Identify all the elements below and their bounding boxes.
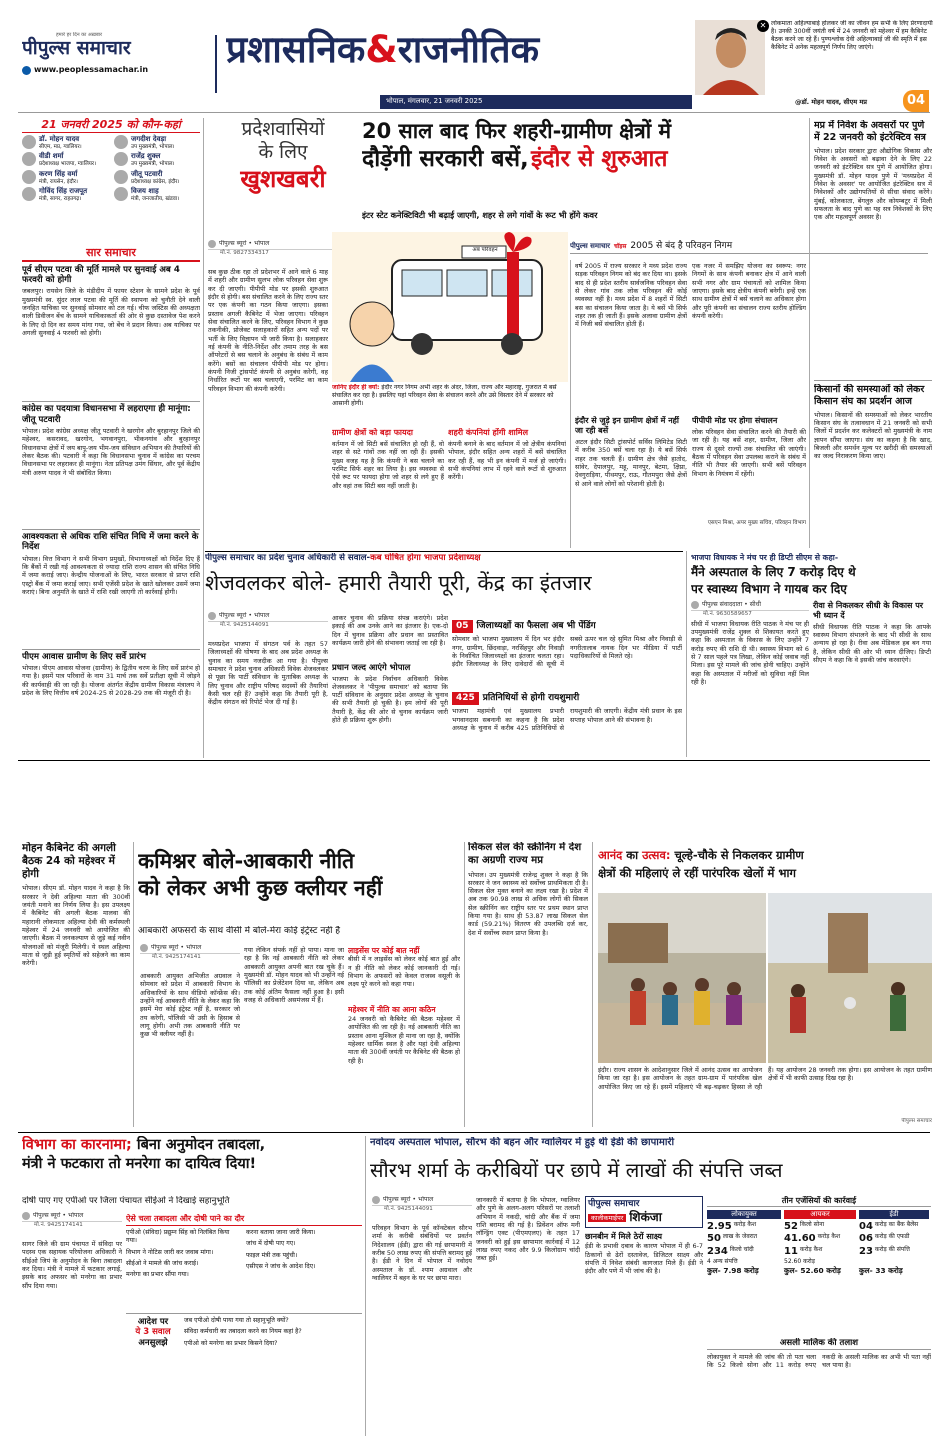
person-photo (114, 170, 128, 184)
excise-deck: आबकारी अफसरों के साथ वीसी में बोले-मेरा कोई इंट्रेस्ट नहीं है (138, 926, 341, 936)
excise-col1: आबकारी आयुक्त अभिजीत अग्रवाल ने सोमवार को प्रदेश में आबकारी विभाग के अधिकारियों के साथ वीडियो कॉन्फ्रेंस की। उन्होंने नई आबकारी नीति के लेकर कहा कि इसमें मेरा कोई इंट्रेस्ट नहीं है, सरकार जो तय करेगी, पॉलिसी भी उसी के हिसाब से लागू होगी। अभी तक आबकारी नीति पर कुछ भी क्लीयर नहीं है। (140, 972, 240, 1039)
excise-col2: गया लेकिन संपर्क नहीं हो पाया। माना जा रहा है कि नई आबकारी नीति को लेकर आबकारी आयुक्त अपनी बात रख चुके हैं। मुख्यमंत्री डॉ. मोहन यादव को भी उन्होंने नई पॉलिसी का प्रेजेंटेशन दिया था, लेकिन अब तक कोई अंतिम फैसला नहीं हुआ है। इसी वजह से अधिकारी असमंजस में हैं। (244, 946, 344, 1004)
page-number: 04 (903, 90, 929, 112)
excise-byline: पीपुल्स ब्यूरो • भोपाल मो.नं. 9425174141 (140, 944, 240, 968)
person-card: डॉ. मोहन यादव सीएम, मप्र, ग्वालियर। (22, 135, 108, 151)
lead-side-b: एक नजर में समझिए योजना का स्वरूप: नगर निगमों के साथ कंपनी बनाकर क्षेत्र में आने वाली सभी नगर और ग्राम पंचायतों को शामिल किया जाएगा। इसके बाद क्षेत्रीय कंपनी बनेगी। इन्हें एक साथ ग्रामीण क्षेत्रों में बसें चलाने का अधिकार होगा और पूरी कंपनी का संचालन राज्य स्तरीय होल्डिंग कंपनी करेगी। (692, 262, 806, 320)
person-photo (114, 187, 128, 201)
x-social-icon: ✕ (757, 20, 769, 32)
official-signoff: एसएन मिश्रा, अपर मुख्य सचिव, परिवहन विभाग (707, 520, 806, 526)
lead-sub-indore: इंदौर से जुड़े इन ग्रामीण क्षेत्रों में नहीं जा रही बसें अटल इंदौर सिटी ट्रांसपोर्ट सर्विस लिमिटेड सिटी में करीब 350 बसें चला रहा है। ये बसें सिर्फ शहर तक चलती हैं। ग्रामीण क्षेत्र जैसे हातोद, सांवेर, देपालपुर, महू, मानपुर, बेटमा, क्षिप्रा, देवगुराड़िया, पीथमपुर, राऊ, गौतमपुरा जैसे क्षेत्रों से आने वाले लोगों को परेशानी होती है। (575, 416, 687, 488)
person-photo (114, 152, 128, 166)
question-item: संविदा कर्मचारी का तबादला करने का नियम कहां है? (184, 1328, 302, 1336)
flash-strip: पीपुल्स समाचार चॉइस 2005 से बंद है परिवहन निगम (570, 240, 928, 254)
raid-col1: परिवहन विभाग के पूर्व कॉन्स्टेबल सौरभ शर्मा के करीबी संबंधियों पर प्रवर्तन निदेशालय (ईडी) द्वारा की गई छापामारी में करीब 50 लाख रुपए की संपत्ति बरामद हुई है। ईडी ने दिन में भोपाल में नवोदय अस्पताल के डॉ. श्याम अग्रवाल और ग्वालियर में बहन के घर पर छापा मारा। (372, 1224, 472, 1282)
anand-caption: इंदौर। राज्य शासन के आदेशानुसार जिले में आनंद उत्सव का आयोजन किया जा रहा है। इस आयोजन के तहत ग्राम-ग्राम में पारंपरिक खेल आयोजित किए जा रहे हैं। इसमें महिलाएं भी बढ़-चढ़कर हिस्सा ले रही हैं। यह आयोजन 28 जनवरी तक होगा। इस आयोजन के तहत ग्रामीण क्षेत्रों में भी काफी उत्साह दिख रहा है। (598, 1066, 932, 1091)
transfer-body: सागर जिले की ग्राम पंचायत में संविदा पर पदस्थ एक सहायक परियोजना अधिकारी ने सीईओ जिपं के अनुमोदन के बिना तबादला कर दिया। मंत्री ने मामले में फटकार लगाई, इसके बाद अफसर को मनरेगा का प्रभार सौंप दिया गया। (22, 1240, 122, 1290)
website-link[interactable]: www.peoplessamachar.in (34, 65, 149, 75)
lead-body-col1: सब कुछ ठीक रहा तो प्रदेशभर में आने वाले 6 माह में शहरी और ग्रामीण सुलभ लोक परिवहन सेवा शुरू कर दी जाएगी। पीपीपी मोड पर इसकी शुरुआत इंदौर से होगी। बस संचालित करने के लिए राज्य स्तर पर एक कंपनी का गठन किया जाएगा। इसका प्रस्ताव अगली कैबिनेट में भेजा जाएगा। परिवहन सेवा संचालित करने के लिए, परिवहन विभाग ने कुछ तकनीकी, प्रोजेक्ट सलाहकारों सहित अन्य पदों पर भर्ती के लिए विज्ञापन भी जारी किया है। सलाहकार नई कंपनी के नीति-निर्देश और तमाम तरह के बस ऑपरेटरों से बस चलाने के अनुबंध के संबंध में काम करेंगे। बसों का संचालन पीपीपी मोड पर होगा। कंपनी निजी ट्रांसपोर्ट कंपनी से अनुबंध करेगी, वह निर्धारित रूटों पर बस चलाएगी, परमिट का काम परिवहन विभाग की कंपनी करेगी। (208, 268, 328, 393)
bjp-headline: शेजवलकर बोले- हमारी तैयारी पूरी, केंद्र का इंतजार (205, 571, 592, 595)
anand-photo-right (768, 893, 932, 1063)
person-photo (22, 152, 36, 166)
agency-ed: ईडी 04 करोड़ का बैंक बैलेंस 06 करोड़ की एफडी 23 करोड़ की संपत्ति कुल- 33 करोड़ (859, 1210, 929, 1276)
owner-box: असली मालिक की तलाश लोकायुक्त ने मामले की जांच की तो पता चला कि 52 किलो सोना और 11 करोड़ रुपए नकदी के असली मालिक का अभी भी पता नहीं चल पाया है। (707, 1338, 931, 1369)
meetings-header: 21 जनवरी 2025 को कौन-कहां (22, 118, 200, 133)
cm-portrait (695, 20, 765, 95)
quote-attribution: @डॉ. मोहन यादव, सीएम मप्र (795, 98, 867, 106)
list-item: विभाग ने नोटिस जारी कर जवाब मांगा। (126, 1248, 214, 1256)
invest-story (814, 120, 932, 382)
list-item: एसीएस ने जांच के आदेश दिए। (246, 1263, 316, 1271)
sidhi-story: भाजपा विधायक ने मंच पर ही डिप्टी सीएम से कहा- मैंने अस्पताल के लिए 7 करोड़ दिए थे पर स्वास्थ्य विभाग ने गायब कर दिए पीपुल्स संवाददाता • सीधी मो.नं. 9630589657 सीधी में भाजपा विधायक रीति पाठक ने मंच पर ही उपमुख्यमंत्री राजेंद्र शुक्ल से शिकायत करते हुए कहा कि अस्पताल के विकास के लिए उन्होंने 7 करोड़ रुपए की राशि दी थी। स्वास्थ्य विभाग को 6 से 7 साल पहले पत्र लिखा, लेकिन कोई जवाब नहीं मिला। इस पूरे मामले की जांच होनी चाहिए। उन्होंने कहा कि अस्पताल में मरीजों को सुविधा नहीं मिल रही है। रीवा से निकलकर सीधी के विकास पर भी ध्यान दें सीधी विधायक रीति पाठक ने कहा कि आपके स्वास्थ्य विभाग संभालने के बाद भी सीधी के साथ अन्याय हो रहा है। रीवा अब मेडिकल हब बन गया है, लेकिन सीधी की ओर भी ध्यान दीजिए। डिप्टी सीएम ने कहा कि वे इसकी जांच करवाएंगे। (691, 553, 931, 687)
news-item: पूर्व सीएम पटवा की मूर्ति मामले पर सुनवाई अब 4 फरवरी को होगी जबलपुर। रायसेन जिले के मंडीदीप में फायर स्टेशन के सामने प्रदेश के पूर्व मुख्यमंत्री स्व. सुंदर लाल पटवा की मूर्ति की स्थापना को चुनौती देने वाली जनहित याचिका पर सुनवाई सोमवार को टल गई। चीफ जस्टिस की अध्यक्षता वाली डिवीजन बेंच के सामने याचिकाकर्ता की ओर से कुछ दस्तावेज पेश करने के लिए दो दिन का समय मांगा गया, जो बेंच ने प्रदान किया। अब याचिका पर अगली सुनवाई 4 फरवरी को होगी। (22, 264, 200, 338)
reporter-icon (208, 240, 216, 248)
transfer-box: ऐसे चला तबादला और दोषी पाने का दौर एपीओ (संविदा) प्रद्युम्न सिंह को निलंबित किया गया। विभाग ने नोटिस जारी कर जवाब मांगा। सीईओ ने मामले की जांच कराई। मनरेगा का प्रभार सौंपा गया। करना बताया जाना जारी किया। जांच में दोषी पाए गए। फाइल मंत्री तक पहुंची। एसीएस ने जांच के आदेश दिए। आदेश पर ये 3 सवाल अनसुलझे जब एपीओ दोषी पाया गया तो सहानुभूति क्यों? संविदा कर्मचारी का तबादला करने का नियम कहां है? एपीओ को मनरेगा का प्रभार किसने दिया? (126, 1214, 362, 1436)
brand-name: पीपुल्स समाचार (22, 37, 131, 60)
person-card: विजय शाह मंत्री, जनजातीय, खंडवा। (114, 187, 200, 203)
agencies-box: तीन एजेंसियों की कार्रवाई लोकायुक्त 2.95 करोड़ कैश 50 लाख के जेवरात 234 किलो चांदी 4 अन्य संपत्ति कुल- 7.98 करोड़ आयकर 52 किलो सोना 41.60 करोड़ कैश 11 करोड़ कैश 52.60 करोड़ कुल- 52.60 करोड़ ईडी 04 करोड़ का बैंक बैलेंस 06 करोड़ की एफडी 23 करोड़ की संपत्ति कुल- 33 करोड़ (707, 1196, 931, 1334)
cabinet-story: मोहन कैबिनेट की अगली बैठक 24 को महेश्वर में होगी भोपाल। सीएम डॉ. मोहन यादव ने कहा है कि सरकार ने देवी अहिल्या माता की 300वीं जयंती मनाने का निर्णय लिया है। इस उपलक्ष्य में कैबिनेट की अगली बैठक मालवा की महारानी लोकमाता अहिल्या देवी की कर्मस्थली महेश्वर में 24 जनवरी को आयोजित की जाएगी। बैठक में जनकल्याण से जुड़े कई नवीन योजनाओं को मंजूरी मिलेगी। ये स्थल अहिल्या माता से जुड़ी हुई स्मृतियों को सहेजने का काम करेगी। (22, 842, 130, 968)
raid-col2: जानकारी में बताया है कि भोपाल, ग्वालियर और पुणे के अलग-अलग परिसरों पर तलाशी अभियान में नकदी, चांदी और बैंक में जमा राशि बरामद की गई है। प्रिवेंशन ऑफ मनी लॉन्ड्रिंग एक्ट (पीएमएलए) के तहत 17 जनवरी को हुई इस छापामार कार्रवाई में 12 लाख रुपए नकद और 9.9 किलोग्राम चांदी जब्त हुई। (476, 1196, 580, 1263)
question-item: एपीओ को मनरेगा का प्रभार किसने दिया? (184, 1339, 278, 1347)
lead-sub-rural: ग्रामीण क्षेत्रों को बड़ा फायदा वर्तमान में जो सिटी बसें संचालित हो रही हैं, वो शहर से सटे गांवों तक नहीं जा रही हैं। इसकी मुख्य वजह यह है कि कंपनी ने बस चलाने का परमिट सिर्फ शहर का लिया है। इस व्यवस्था से ऐसे रूट पर फायदा होगा जो शहर से लगे हुए हैं और वहां तक सिटी बस नहीं जाती है। (332, 428, 444, 490)
reporter-icon (208, 612, 216, 620)
top-rule (18, 112, 930, 113)
list-item: जांच में दोषी पाए गए। (246, 1240, 296, 1248)
meetings-box (22, 118, 200, 243)
lead-deck: इंटर स्टेट कनेक्टिविटी भी बढ़ाई जाएगी, शहर से लगे गांवों के रूट भी होंगे कवर (362, 210, 598, 220)
dateline-bar (380, 95, 692, 109)
questions-label: आदेश पर ये 3 सवाल अनसुलझे (135, 1316, 171, 1349)
reporter-icon (22, 1212, 30, 1220)
reporter-icon (691, 601, 699, 609)
column-rule (203, 118, 204, 758)
list-item: मनरेगा का प्रभार सौंपा गया। (126, 1271, 189, 1279)
lead-byline: पीपुल्स ब्यूरो • भोपाल मो.नं. 9827334317 (208, 240, 358, 264)
raid-sidebar: पीपुल्स समाचार कालीकमाईपर शिकंजा छानबीन में मिले ठेरों साक्ष्य ईडी के प्रभावी दबाव के कारण भोपाल में ही 6-7 ठिकानों से ढेरों दस्तावेज, डिजिटल साक्ष्य और संपत्ति में निवेश संबंधी कागजात मिले हैं। ईडी ने इंदौर और पणे में भी जांच की है। (585, 1196, 703, 1436)
excise-headline: कमिश्नर बोले-आबकारी नीति को लेकर अभी कुछ क्लीयर नहीं (138, 849, 383, 901)
lead-headline: 20 साल बाद फिर शहरी-ग्रामीण क्षेत्रों में दौड़ेंगी सरकारी बसें, इंदौर से शुरुआत (362, 119, 672, 173)
invest-body: भोपाल। प्रदेश सरकार द्वारा औद्योगिक विकास और निवेश के अवसरों को बढ़ावा देने के लिए 22 जनवरी को इंटरेक्टिव सत्र पुणे में आयोजित होगा। मुख्यमंत्री डॉ. मोहन यादव पुणे में 'मध्यप्रदेश में निवेश के अवसर' पर आयोजित इंटरेक्टिव सत्र में निवेशकों और उद्योगपतियों से सीधा संवाद करेंगे। मुंबई, कोलकाता, बेंगलुरु और कोयम्बटूर में मिली सफलता के बाद पुणे का यह सत्र निवेशकों के लिए एक और महत्वपूर्ण अवसर है। (814, 146, 932, 222)
bjp-box-delegates: 425 प्रतिनिधियों से होगी रायशुमारी भाजपा महामंत्री एवं मुख्यालय प्रभारी भगवानदास सबनानी का कहना है कि प्रदेश अध्यक्ष के चुनाव में करीब 425 प्रतिनिधियों से रायशुमारी की जाएगी। केंद्रीय मंत्री प्रधान के इस सप्ताह भोपाल आने की संभावना है। (452, 693, 682, 732)
person-photo (22, 170, 36, 184)
bjp-box-districts: 05 जिलाध्यक्षों का फैसला अब भी पेंडिंग सोमवार को भाजपा मुख्यालय में दिन भर इंदौर नगर, ग्रामीण, छिंदवाड़ा, नरसिंहपुर और निवाड़ी के निर्वाचित जिलाध्यक्षों का इंतजार चलता रहा। इंदौर जिलाध्यक्ष के लिए दावेदारों की सूची में सबसे ऊपर चल रहे सुमित मिश्रा और निवाड़ी से नगरीतालाब नायक दिन भर मीडिया में पार्टी पदाधिकारियों से मिलते रहे। (452, 621, 682, 669)
bjp-body-col2: आकर चुनाव की प्रक्रिया संपन्न कराएंगे। प्रदेश इकाई की अब उनके आने का इंतजार है। एक-दो दिन में चुनाव प्रक्रिया और प्रधान का प्रस्तावित कार्यक्रम जारी होने की संभावना जताई जा रही है। प्रधान जल्द आएंगे भोपाल भाजपा के प्रदेश निर्वाचन अधिकारी विवेक शेजवलकर ने 'पीपुल्स समाचार' को बताया कि पार्टी संविधान के अनुसार प्रदेश अध्यक्ष के चुनाव की सभी तैयारी हो चुकी है। हम लोगों की पूरी तैयारी है, केंद्र की ओर से चुनाव कार्यक्रम जारी होते ही प्रक्रिया शुरू होगी। (332, 614, 448, 725)
reporter-icon (140, 944, 148, 952)
sickle-story: सिकल सेल की स्क्रीनिंग में देश का अग्रणी राज्य मप्र भोपाल। उप मुख्यमंत्री राजेन्द्र शुक्ल ने कहा है कि सरकार ने जन स्वास्थ्य को सर्वोच्च प्राथमिकता दी है। सिकल सेल मुक्त बनाने का लक्ष्य रखा है। प्रदेश में अब तक 90.98 लाख से अधिक लोगों की सिकल सेल स्क्रीनिंग कर राष्ट्रीय स्तर पर प्रथम स्थान प्राप्त किया गया है। साथ ही 53.87 लाख सिकल सेल कार्ड (59.21%) वितरण की उपलब्धि दर्ज कर, देश में सर्वोच्च स्थान प्राप्त किया है। (468, 842, 588, 937)
agency-lokayukta: लोकायुक्त 2.95 करोड़ कैश 50 लाख के जेवरात 234 किलो चांदी 4 अन्य संपत्ति कुल- 7.98 करोड़ (707, 1210, 781, 1276)
question-item: जब एपीओ दोषी पाया गया तो सहानुभूति क्यों? (184, 1316, 289, 1324)
brand-logo (22, 32, 212, 92)
list-item: सीईओ ने मामले की जांच कराई। (126, 1260, 199, 1268)
news-item: कांग्रेस का पदयात्रा विधानसभा में लहराएगा ही मानूंगा: जीतू पटवारी भोपाल। प्रदेश कांग्रेस अध्यक्ष जीतू पटवारी ने खरगोन और बुरहानपुर जिले की महेश्वर, कसरावद, खरगोन, भगवानपुरा, भीकनगांव और बुरहानपुर विधानसभा क्षेत्रों में जय बापू-जय भीम-जय संविधान अभियान की तैयारियों की लेकर बैठक की। पटवारी ने कहा कि विधानसभा चुनाव में कांग्रेस का परचम विधानसभा पर लहराकर ही मानूंगा। नेता प्रतिपक्ष उमंग सिंघार, और पूर्व केंद्रीय मंत्री अरुण यादव ने भी संबोधित किया। (22, 404, 200, 477)
transfer-deck: दोषी पाए गए एपीओ पर जिला पंचायत सीईओ ने दिखाई सहानुभूति (22, 1196, 230, 1206)
lead-caption: जानिए इंदौर ही क्यों: इंदौर नगर निगम अभी शहर के अंदर, जिला, राज्य और महाराष्ट्र, गुजरात में बसें संचालित कर रहा है। इसलिए यहां परिवहन सेवा के संचालन करने और उसे विस्तार देने में सरकार को आसानी होगी। (332, 384, 557, 408)
bus-sign-label: अब परिवहन (472, 247, 498, 253)
farmers-headline: किसानों की समस्याओं को लेकर किसान संघ का प्रदर्शन आज (814, 384, 925, 407)
person-card: जगदीश देवड़ा उप मुख्यमंत्री, भोपाल। (114, 135, 200, 151)
dateline: भोपाल, मंगलवार, 21 जनवरी 2025 (386, 97, 483, 105)
saar-samachar (22, 246, 200, 756)
list-item: करना बताया जाना जारी किया। (246, 1229, 316, 1236)
raid-kicker: नवोदय अस्पताल भोपाल, सौरभ की बहन और ग्वालियर में हुई थी ईडी की छापामारी (370, 1137, 675, 1148)
bjp-body-col1: मध्यप्रदेश भाजपा में संगठन पर्व के तहत 57 जिलाध्यक्षों की घोषणा के बाद अब प्रदेश अध्यक्ष के चुनाव का समय नजदीक आ गया है। पीपुल्स समाचार ने प्रदेश चुनाव अधिकारी विवेक शेजवलकर से पूछा कि पार्टी संविधान के मुताबिक अध्यक्ष के लिए चुनाव और राष्ट्रीय परिषद सदस्यों की तैयारियां कैसी चल रही हैं? उन्होंने कहा कि तैयारी पूरी है, केंद्रीय संगठन को रिपोर्ट भेज दी गई है। (208, 640, 328, 707)
transfer-headline: विभाग का कारनामा; बिना अनुमोदन तबादला, मंत्री ने फटकारा तो मनरेगा का दायित्व दिया! (22, 1137, 266, 1172)
anand-photo-credit: पीपुल्स समाचार (901, 1118, 932, 1124)
person-photo (22, 187, 36, 201)
news-item: आवश्यकता से अधिक राशि संचित निधि में जमा करने के निर्देश भोपाल। वित्त विभाग ने सभी विभाग प्रमुखों, विभागाध्यक्षों को निर्देश दिए हैं कि बैंकों में रखी गई आवश्यकता से ज्यादा राशि राज्य शासन की संचित निधि में जमा कराई जाए। केन्द्रीय योजनाओं के लिए, भारत सरकार से प्राप्त राशि एस्ट्रो बैंक में जमा कराई जाए। सभी एजेंसी प्रदेश के खाते खोलकर उसमें जमा कराएं। बिना अनुमति के खाते में राशि रखी जाएगी तो कार्रवाई होगी। (22, 532, 200, 596)
bjp-question-bar: पीपुल्स समाचार का प्रदेश चुनाव अधिकारी से सवाल-कब घोषित होगा भाजपा प्रदेशाध्यक्ष (205, 553, 481, 563)
globe-icon (22, 66, 31, 75)
person-card: वीडी शर्मा प्रदेशाध्यक्ष भाजपा, ग्वालियर। (22, 152, 108, 168)
saar-header: सार समाचार (22, 246, 200, 262)
farmers-body: भोपाल। किसानों की समस्याओं को लेकर भारतीय किसान संघ के तत्वावधान में 21 जनवरी को सभी जिलों में प्रदर्शन कर कलेक्टरों को मुख्यमंत्री के नाम ज्ञापन सौंपा जाएगा। संघ का कहना है कि खाद, बिजली और समर्थन मूल्य पर खरीदी की समस्याओं का जल्द निराकरण किया जाए। (814, 410, 932, 461)
lead-sub-ppp: पीपीपी मोड पर होगा संचालन लोक परिवहन सेवा संचालित करने की तैयारी की जा रही है। यह बसें शहर, ग्रामीण, जिला और राज्य से दूसरे राज्यों तक संचालित की जाएंगी। बैठक में परिवहन सेवा उपलब्ध कराने के संबंध में नीति भी तैयार की जाएगी। सभी बसें परिवहन विभाग के नियंत्रण में रहेंगी। एसएन मिश्रा, अपर मुख्य सचिव, परिवहन विभाग (692, 416, 806, 526)
excise-subs: लाइसेंस पर कोई बात नहीं बीसी में न लाइसेंस को लेकर कोई बात हुई और न ही नीति को लेकर कोई जानकारी दी गई। विभाग के अफसरों को केवल राजस्व वसूली के लक्ष्य पूरे करने को कहा गया। महेश्वर में नीति का आना कठिन 24 जनवरी को कैबिनेट की बैठक महेश्वर में आयोजित की जा रही है। नई आबकारी नीति का प्रस्ताव आना मुश्किल ही माना जा रहा है, क्योंकि महेश्वर धार्मिक स्थल है और यहां देवी अहिल्या माता की 300वीं जयंती पर कैबिनेट की बैठक हो रही है। (348, 946, 460, 1065)
raid-byline: पीपुल्स ब्यूरो • भोपाल मो.नं. 9425144091 (372, 1196, 472, 1220)
section-title: प्रशासनिक&राजनीतिक (226, 28, 540, 71)
anand-headline: आनंद का उत्सव: चूल्हे-चौके से निकलकर ग्रामीण क्षेत्रों की महिलाएं ले रहीं पारंपरिक खेलों में भाग (598, 848, 804, 881)
bjp-byline: पीपुल्स ब्यूरो • भोपाल मो.नं. 9425144091 (208, 612, 328, 636)
masthead-divider (215, 35, 217, 93)
person-card: गोविंद सिंह राजपूत मंत्री, सागर, राहतगढ़। (22, 187, 108, 203)
list-item: फाइल मंत्री तक पहुंची। (246, 1251, 298, 1259)
masthead (0, 0, 945, 112)
quote-text: लोकमाता अहिल्याबाई होलकर जी का जीवन हम सभी के लिए प्रेरणादायी है। उनकी 300वीं जयंती वर्ष में 24 जनवरी को महेश्वर में हम कैबिनेट बैठक करने जा रहे हैं। पुण्यश्लोक देवी अहिल्याबाई जी की स्मृति में इस कैबिनेट में अनेक महत्वपूर्ण निर्णय लिए जाएंगे। (771, 20, 933, 52)
raid-headline: सौरभ शर्मा के करीबियों पर छापे में लाखों की संपत्ति जब्त (370, 1158, 783, 1182)
farmers-story (814, 384, 932, 548)
reporter-icon (372, 1196, 380, 1204)
person-card: करण सिंह वर्मा मंत्री, रायसेन, इंदौर। (22, 170, 108, 186)
cm-quote-box (695, 20, 935, 112)
news-item: पीएम आवास ग्रामीण के लिए सर्वे प्रारंभ भोपाल। पीएम आवास योजना (ग्रामीण) के द्वितीय चरण के लिए सर्वे प्रारंभ हो गया है। इसमें पात्र परिवारों के नाम 31 मार्च तक सर्वे प्रतीक्षा सूची में जोड़ने की कार्यवाही की जा रही है। योजना अंतर्गत केंद्रीय ग्रामीण विकास मंत्रालय ने प्रदेश के लिए वित्तीय वर्ष 2024-25 से 2028-29 तक की मंजूरी दी है। (22, 651, 200, 697)
person-photo (22, 135, 36, 149)
anand-photo-left (598, 893, 766, 1063)
brand-tagline: हमारे हर दिन का अख़बार (56, 32, 103, 38)
person-photo (114, 135, 128, 149)
agency-income-tax: आयकर 52 किलो सोना 41.60 करोड़ कैश 11 करोड़ कैश 52.60 करोड़ कुल- 52.60 करोड़ (784, 1210, 856, 1276)
person-card: राजेंद्र शुक्ल उप मुख्यमंत्री, भोपाल। (114, 152, 200, 168)
lead-sub-urban: शहरी कंपनियां होंगी शामिल कंपनी बनाने के बाद वर्तमान में जो क्षेत्रीय कंपनियां भोपाल, इंदौर सहित अन्य शहरों में बसें संचालित कर रही हैं, वह भी इन कंपनी में मर्ज हो जाएंगी। सभी कंपनियां लाभ में रहने वाले रूटों से शुरुआत करेंगी। (448, 428, 566, 482)
list-item: एपीओ (संविदा) प्रद्युम्न सिंह को निलंबित किया गया। (126, 1229, 230, 1245)
invest-headline: मप्र में निवेश के अवसरों पर पुणे में 22 जनवरी को इंटरेक्टिव सत्र (814, 120, 926, 143)
lead-side-a: वर्ष 2005 में राज्य सरकार ने मध्य प्रदेश राज्य सड़क परिवहन निगम को बंद कर दिया था। इसके बाद से ही प्रदेश स्तरीय सार्वजनिक परिवहन सेवा से लेकर गांव तक लोक परिवहन की कोई व्यवस्था नहीं है। मध्य प्रदेश में 8 शहरों में सिटी बस का संचालन किया जाता है। ये बसें भी सिर्फ शहर तक ही जाती हैं। इसके अलावा ग्रामीण क्षेत्रों में निजी बसें संचालित होती हैं। (575, 262, 687, 329)
person-card: जीतू पटवारी प्रदेशाध्यक्ष कांग्रेस, इंदौर। (114, 170, 200, 186)
bus-illustration (332, 232, 568, 382)
transfer-byline: पीपुल्स ब्यूरो • भोपाल मो.नं. 9425174141 (22, 1212, 122, 1236)
lead-kicker: प्रदेशवासियों के लिए खुशखबरी (240, 118, 326, 193)
